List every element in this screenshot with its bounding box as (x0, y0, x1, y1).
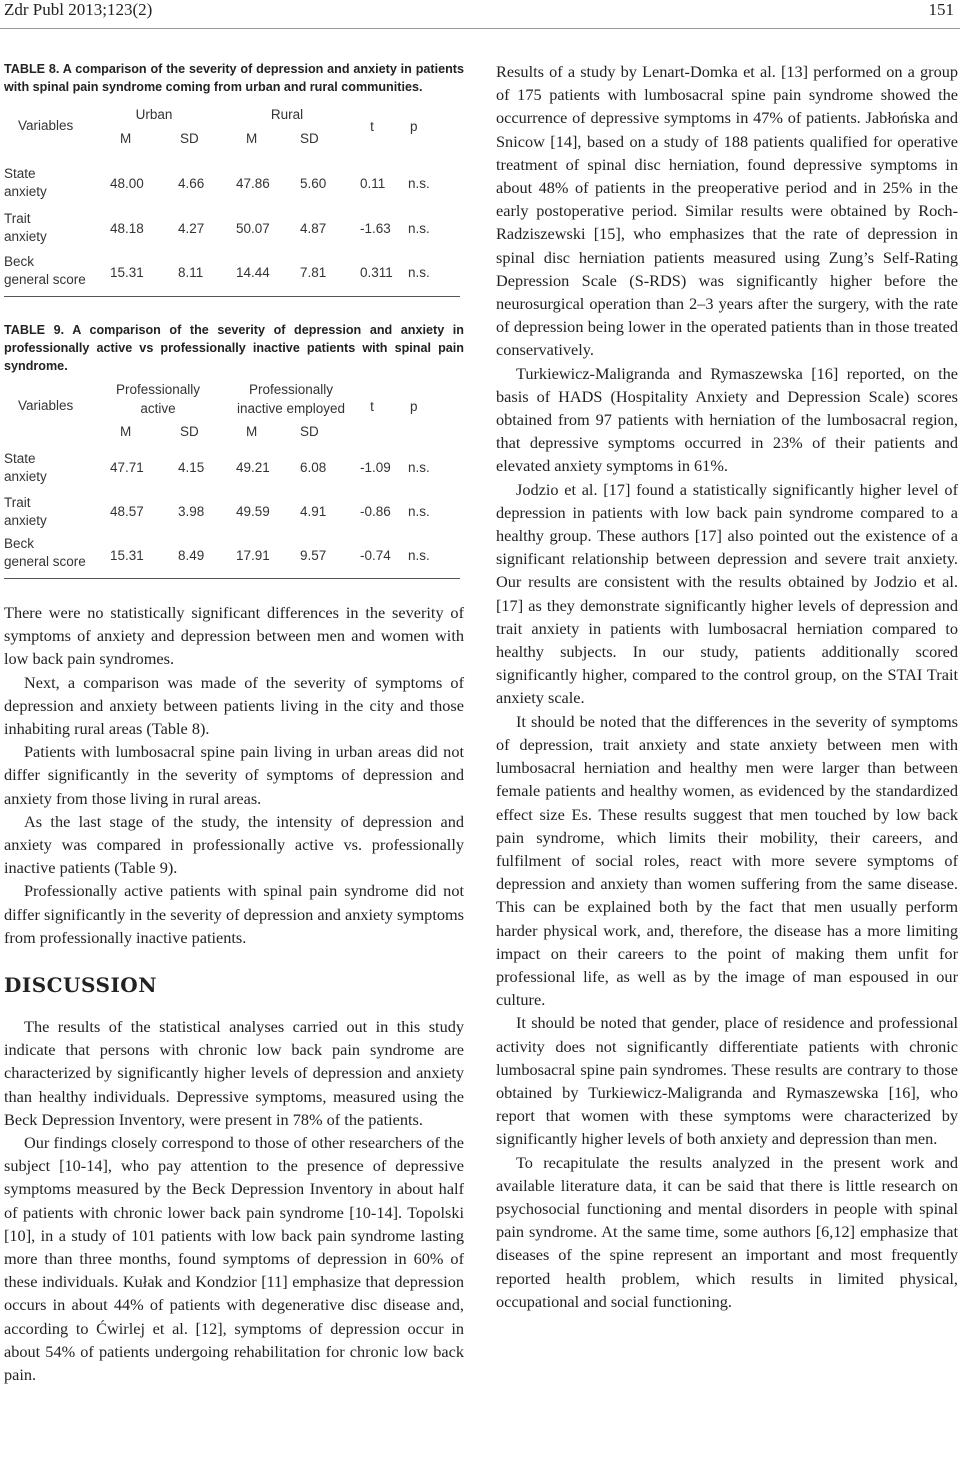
table-cell: 4.15 (178, 460, 205, 475)
table8-caption: TABLE 8. A comparison of the severity of depression and anxiety in patients with spinal pain syndrome coming from urban and rural communities. (4, 62, 464, 94)
table-cell: -0.74 (350, 533, 408, 579)
table-cell: 47.71 (110, 460, 144, 475)
table-cell: 15.31 (108, 533, 170, 579)
table-row (4, 533, 460, 579)
paragraph: As the last stage of the study, the intensity of depression and anxiety was compared in professionally active vs. professionally inactive patients (Table 9). (4, 811, 464, 878)
table-cell: 0.11 (360, 175, 386, 191)
table9-caption: TABLE 9. A comparison of the severity of depression and anxiety in professionally active vs professionally inactive patients with spinal pain syndrome. (4, 322, 464, 373)
table-cell: 5.60 (300, 175, 327, 191)
table9-header-active-line1: Professionally (115, 381, 201, 397)
table9 (4, 379, 460, 580)
table9-header-active (108, 379, 230, 419)
table-cell: 49.21 (236, 460, 270, 475)
row-label: Trait (4, 211, 31, 226)
paragraph: Jodzio et al. [17] found a statistically significantly higher level of depression in patients with low back pain syndrome compared to a healthy group. These authors [17] also pointed out the existence of a significant relationship between depression and severe trait anxiety. Our results are consistent with the results obtained by Jodzio et al. [17] as they demonstrate significantly higher levels of depression and trait anxiety in patients with lumbosacral herniation compared to healthy subjects. In our study, patients additionally scored significantly higher, compared to the control group, on the STAI Trait anxiety scale. (496, 479, 958, 708)
row-label: Beck (4, 253, 35, 269)
row-label: anxiety (4, 512, 47, 528)
table-cell: 8.11 (170, 250, 230, 296)
table-row (4, 206, 460, 250)
table-cell: 8.49 (170, 533, 230, 579)
table-cell: 4.91 (300, 504, 327, 519)
table9-header-variables: Variables (18, 397, 74, 413)
table9-header-active-line2: active (140, 400, 176, 416)
table-cell: 15.31 (108, 250, 170, 296)
page-number: 151 (928, 0, 954, 19)
results-text (4, 601, 464, 949)
table-cell: 4.87 (300, 220, 327, 236)
table8 (4, 102, 460, 297)
table-cell: 4.27 (178, 220, 205, 236)
paragraph: It should be noted that gender, place of residence and professional activity does not significantly differentiate patients with chronic lumbosacral spine pain syndromes. These results are contrary to those obtained by Turkiewicz-Maligranda and Rymaszewska [16], who report that women with these symptoms were characterized by significantly higher levels of both anxiety and depression than men. (496, 1013, 958, 1149)
row-label: State (4, 450, 36, 466)
table9-header-inactive (230, 379, 350, 419)
table-cell: -1.09 (360, 460, 391, 475)
paragraph: Patients with lumbosacral spine pain living in urban areas did not differ significantly in the severity of symptoms of depression and anxiety from those living in rural areas. (4, 742, 464, 808)
table8-header-variables: Variables (18, 118, 74, 133)
table-cell: -0.86 (360, 504, 391, 519)
table-cell: n.s. (408, 220, 430, 236)
row-label: State (4, 166, 36, 181)
table9-header-m1: M (120, 424, 132, 439)
section-heading-discussion: DISCUSSION (4, 973, 158, 998)
row-label: Beck (4, 536, 35, 552)
paragraph: Next, a comparison was made of the severity of symptoms of depression and anxiety between patients living in the city and those inhabiting rural areas (Table 8). (4, 672, 464, 739)
paragraph: To recapitulate the results analyzed in the present work and available literature data, it can be said that there is little research on psychosocial functioning and mental disorders in people with spinal pain syndrome. At the same time, some authors [6,12] emphasize that diseases of the spine represent an important and most frequently reported health problem, which results in limited physical, occupational and social functioning. (496, 1152, 958, 1311)
table9-header-inactive-line1: Professionally (248, 381, 334, 397)
discussion-text (4, 1015, 464, 1386)
table9-header-m2: M (246, 424, 258, 439)
table8-header-m2: M (246, 130, 258, 146)
table-cell: 3.98 (178, 504, 205, 519)
table8-header-sd1: SD (180, 130, 199, 146)
table-cell: n.s. (408, 533, 460, 579)
table-cell: n.s. (408, 460, 430, 475)
table-row (4, 491, 460, 533)
left-column (4, 60, 464, 1386)
table-cell: 4.66 (178, 175, 205, 191)
header-rule (0, 28, 960, 29)
table-cell: 47.86 (236, 175, 270, 191)
table9-header-inactive-line2: inactive employed (236, 400, 346, 416)
table9-header-sd2: SD (300, 424, 319, 439)
row-label: anxiety (4, 468, 47, 484)
table-cell: 14.44 (230, 250, 294, 296)
table-cell: n.s. (408, 175, 430, 191)
paragraph: Turkiewicz-Maligranda and Rymaszewska [16] reported, on the basis of HADS (Hospitality Anxiety and Depression Scale) scores obtained from 97 patients with herniation of the lumbosacral region, that depressive symptoms occurred in 23% of their patients and elevated anxiety symptoms in 61%. (496, 363, 958, 476)
table-cell: 48.18 (110, 220, 144, 236)
table-cell: 49.59 (236, 504, 270, 519)
table-cell: 6.08 (300, 460, 327, 475)
table-cell: n.s. (408, 504, 430, 519)
page-header (0, 0, 960, 24)
table-cell: 48.00 (110, 175, 144, 191)
table-cell: 9.57 (294, 533, 350, 579)
row-label: anxiety (4, 184, 47, 199)
table8-header-sd2: SD (300, 130, 319, 146)
table-cell: n.s. (408, 250, 460, 296)
table8-header-rural: Rural (270, 106, 304, 122)
row-label: anxiety (4, 229, 47, 244)
paragraph: It should be noted that the differences in the severity of symptoms of depression, trait anxiety and state anxiety between men with lumbosacral herniation and healthy men were larger than between female patients and healthy women, as evidenced by the standardized effect size Es. These results suggest that men touched by low back pain syndrome, which limits their mobility, their careers, and fulfilment of social roles, react with more severe symptoms of depression and anxiety than women suffering from the same disease. This can be explained both by the fact that men usually perform harder physical work, and, therefore, the disease has a more limiting impact on their careers to the point of making them unfit for professional life, as well as by the image of man espoused in our culture. (496, 711, 958, 1010)
table9-header-t: t (370, 398, 374, 414)
table8-header-urban: Urban (135, 106, 173, 122)
paragraph: Results of a study by Lenart-Domka et al. [13] performed on a group of 175 patients with lumbosacral spine pain syndrome showed the occurrence of depressive symptoms in 47% of patients. Jabłońska and Snicow [14], based on a study of 188 patients qualified for operative treatment of spinal disc herniation, found depressive symptoms in about 48% of patients in the preoperative period and in 25% in the early postoperative period. Similar results were obtained by Roch-Radziszewski [15], who emphasizes that the rate of depression in spinal disc herniation patients measured using Zung’s Self-Rating Depression Scale (S-RDS) was significantly higher before the neurosurgical operation than 2–3 years after the surgery, with the rate of depression being lower in the operated patients than in those treated conservatively. (496, 62, 958, 360)
paragraph: The results of the statistical analyses carried out in this study indicate that persons with chronic low back pain syndrome are characterized by significantly higher levels of depression and anxiety than healthy individuals. Depressive symptoms, measured using the Beck Depression Inventory, were present in 78% of the patients. (4, 1017, 464, 1129)
table-cell: 50.07 (236, 220, 270, 236)
table9-header-sd1: SD (180, 424, 199, 439)
table-row (4, 445, 460, 491)
table-row (4, 250, 460, 296)
right-column (496, 60, 958, 1313)
table8-header-p: p (410, 118, 418, 134)
table9-header-p: p (410, 398, 418, 414)
row-label: general score (4, 554, 86, 570)
paragraph: Our findings closely correspond to those of other researchers of the subject [10-14], who pay attention to the presence of depressive symptoms measured by the Beck Depression Inventory in about half of patients with chronic lower back pain syndrome [10-14]. Topolski [10], in a study of 101 patients with low back pain syndrome lasting more than three months, found symptoms of depression in 60% of these individuals. Kułak and Kondzior [11] emphasize that depression occurs in about 44% of patients with degenerative disc disease and, according to Ćwirlej et al. [12], symptoms of depression occur in about 54% of patients undergoing rehabilitation for chronic low back pain. (4, 1133, 464, 1385)
table-row (4, 160, 460, 206)
table8-header-t: t (370, 118, 374, 134)
paragraph: Professionally active patients with spinal pain syndrome did not differ significantly in the severity of depression and anxiety symptoms from professionally inactive patients. (4, 881, 464, 947)
paragraph: There were no statistically significant differences in the severity of symptoms of anxiety and depression between men and women with low back pain syndromes. (4, 603, 464, 669)
table-cell: 0.311 (350, 250, 408, 296)
table-cell: 17.91 (230, 533, 294, 579)
table-cell: -1.63 (360, 220, 391, 236)
journal-citation: Zdr Publ 2013;123(2) (4, 0, 153, 19)
row-label: general score (4, 271, 86, 287)
table-cell: 7.81 (294, 250, 350, 296)
table8-header-m1: M (120, 130, 132, 146)
table-cell: 48.57 (110, 504, 144, 519)
row-label: Trait (4, 494, 31, 510)
